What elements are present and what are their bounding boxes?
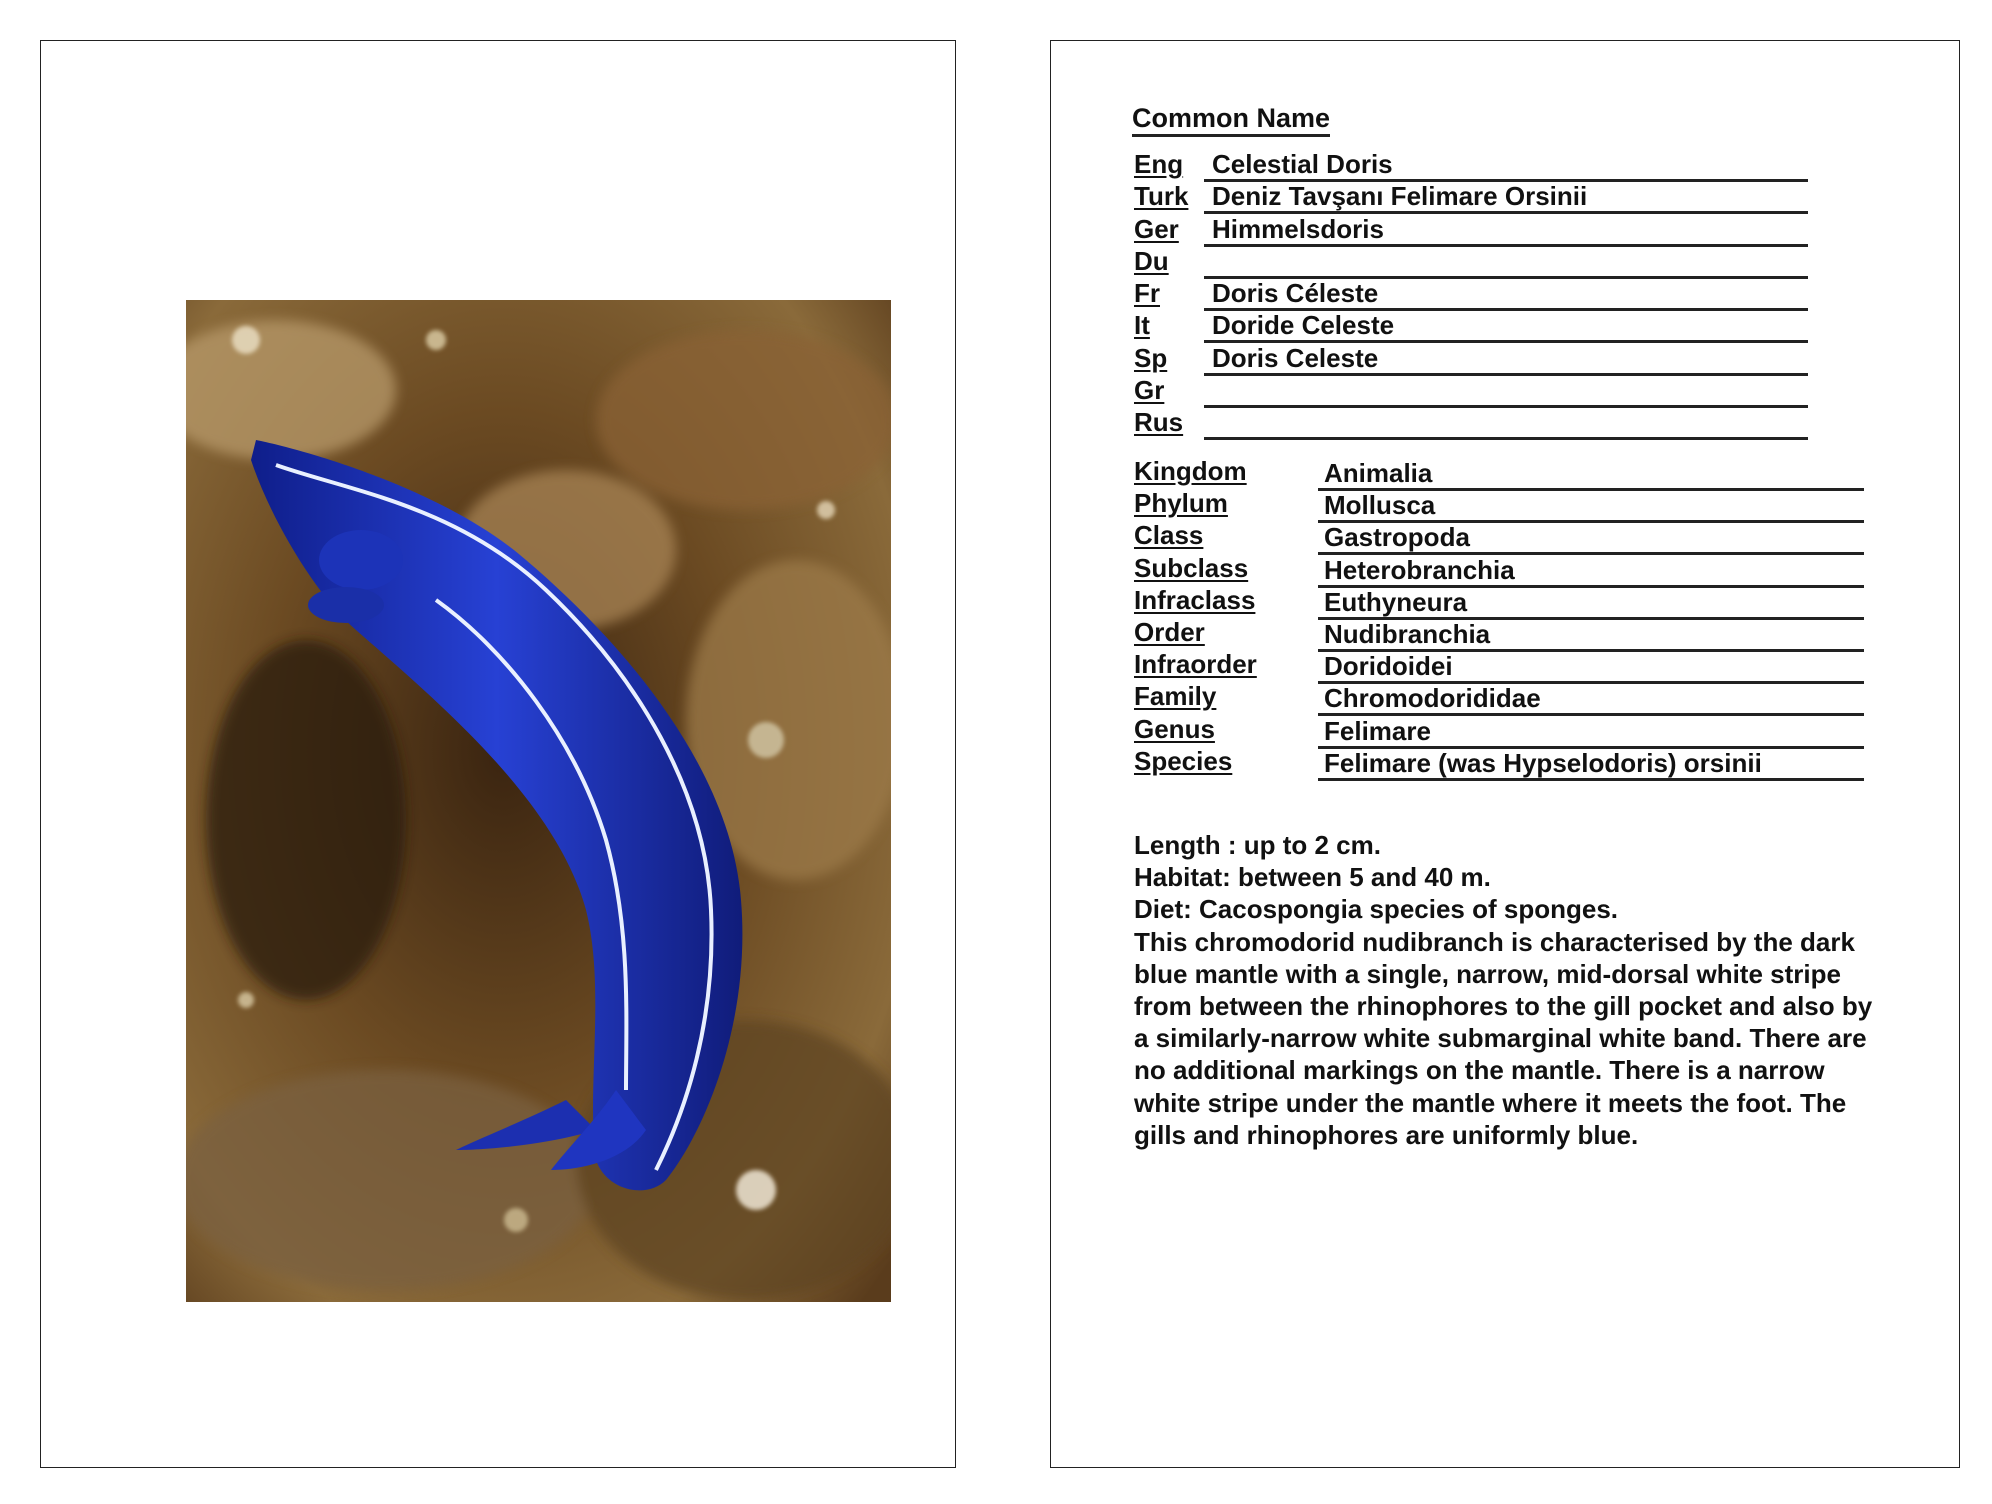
rank-label: Order <box>1134 616 1205 647</box>
rank-label: Subclass <box>1134 552 1249 583</box>
diet-text: Diet: Cacospongia species of sponges. <box>1134 894 1618 925</box>
rank-value: Euthyneura <box>1318 587 1864 620</box>
common-name-value: Himmelsdoris <box>1204 214 1808 247</box>
taxonomy-row-subclass <box>1134 553 1864 585</box>
rank-label: Infraorder <box>1134 649 1257 680</box>
common-name-row-gr <box>1134 375 1808 407</box>
taxonomy-row-infraorder <box>1134 649 1864 681</box>
common-names-list <box>1134 149 1808 440</box>
rank-value: Felimare <box>1318 716 1864 749</box>
photo-card <box>40 40 956 1468</box>
rank-value: Heterobranchia <box>1318 555 1864 588</box>
lang-label: Turk <box>1134 181 1189 212</box>
lang-label: Du <box>1134 245 1169 276</box>
common-name-row-fr <box>1134 278 1808 310</box>
common-name-value <box>1204 246 1808 279</box>
rank-value: Chromodorididae <box>1318 683 1864 716</box>
rank-label: Kingdom <box>1134 456 1247 486</box>
rank-value: Gastropoda <box>1318 522 1864 555</box>
lang-label: Gr <box>1134 375 1165 406</box>
common-name-heading: Common Name <box>1132 103 1330 137</box>
taxonomy-row-infraclass <box>1134 585 1864 617</box>
description <box>1134 829 1874 1151</box>
common-name-value: Celestial Doris <box>1204 149 1808 182</box>
rank-value: Nudibranchia <box>1318 619 1864 652</box>
taxonomy-row-phylum <box>1134 488 1864 520</box>
lang-label: Rus <box>1134 407 1184 438</box>
common-name-row-du <box>1134 246 1808 278</box>
rank-value: Mollusca <box>1318 490 1864 523</box>
common-name-row-ger <box>1134 214 1808 246</box>
lang-label: It <box>1134 310 1150 341</box>
info-card <box>1050 40 1960 1468</box>
common-name-value: Deniz Tavşanı Felimare Orsinii <box>1204 181 1808 214</box>
lang-label: Eng <box>1134 149 1184 179</box>
nudibranch-photo-graphic <box>186 300 891 1302</box>
length-text: Length : up to 2 cm. <box>1134 830 1381 860</box>
common-name-row-turk <box>1134 181 1808 213</box>
common-name-row-sp <box>1134 343 1808 375</box>
common-name-value: Doris Celeste <box>1204 343 1808 376</box>
description-text: This chromodorid nudibranch is characterised by the dark blue mantle with a single, narrow, mid-dorsal white stripe from between the rhinophores to the gill pocket and also by a similarly-narrow white submarginal white band. There are no additional markings on the mantle. There is a narrow white stripe under the mantle where it meets the foot. The gills and rhinophores are uniformly blue. <box>1134 926 1873 1150</box>
common-name-row-rus <box>1134 407 1808 439</box>
lang-label: Ger <box>1134 213 1179 244</box>
taxonomy-row-family <box>1134 681 1864 713</box>
rank-label: Family <box>1134 681 1217 712</box>
rank-label: Species <box>1134 745 1233 776</box>
rank-label: Genus <box>1134 713 1215 744</box>
rank-value: Doridoidei <box>1318 651 1864 684</box>
nudibranch-photo <box>186 300 891 1302</box>
common-name-value <box>1204 375 1808 408</box>
rank-value: Felimare (was Hypselodoris) orsinii <box>1318 748 1864 781</box>
taxonomy-row-genus <box>1134 714 1864 746</box>
common-name-value: Doride Celeste <box>1204 310 1808 343</box>
rank-label: Class <box>1134 520 1204 551</box>
taxonomy-row-kingdom <box>1134 456 1864 488</box>
lang-label: Fr <box>1134 278 1160 309</box>
lang-label: Sp <box>1134 342 1168 373</box>
common-name-row-it <box>1134 310 1808 342</box>
taxonomy-row-species <box>1134 746 1864 778</box>
taxonomy-row-class <box>1134 520 1864 552</box>
common-name-row-eng <box>1134 149 1808 181</box>
taxonomy-list <box>1134 456 1864 778</box>
rank-label: Phylum <box>1134 488 1228 519</box>
rank-label: Infraclass <box>1134 584 1256 615</box>
common-name-value <box>1204 407 1808 440</box>
common-name-value: Doris Céleste <box>1204 278 1808 311</box>
rank-value: Animalia <box>1318 458 1864 491</box>
taxonomy-row-order <box>1134 617 1864 649</box>
habitat-text: Habitat: between 5 and 40 m. <box>1134 862 1491 893</box>
